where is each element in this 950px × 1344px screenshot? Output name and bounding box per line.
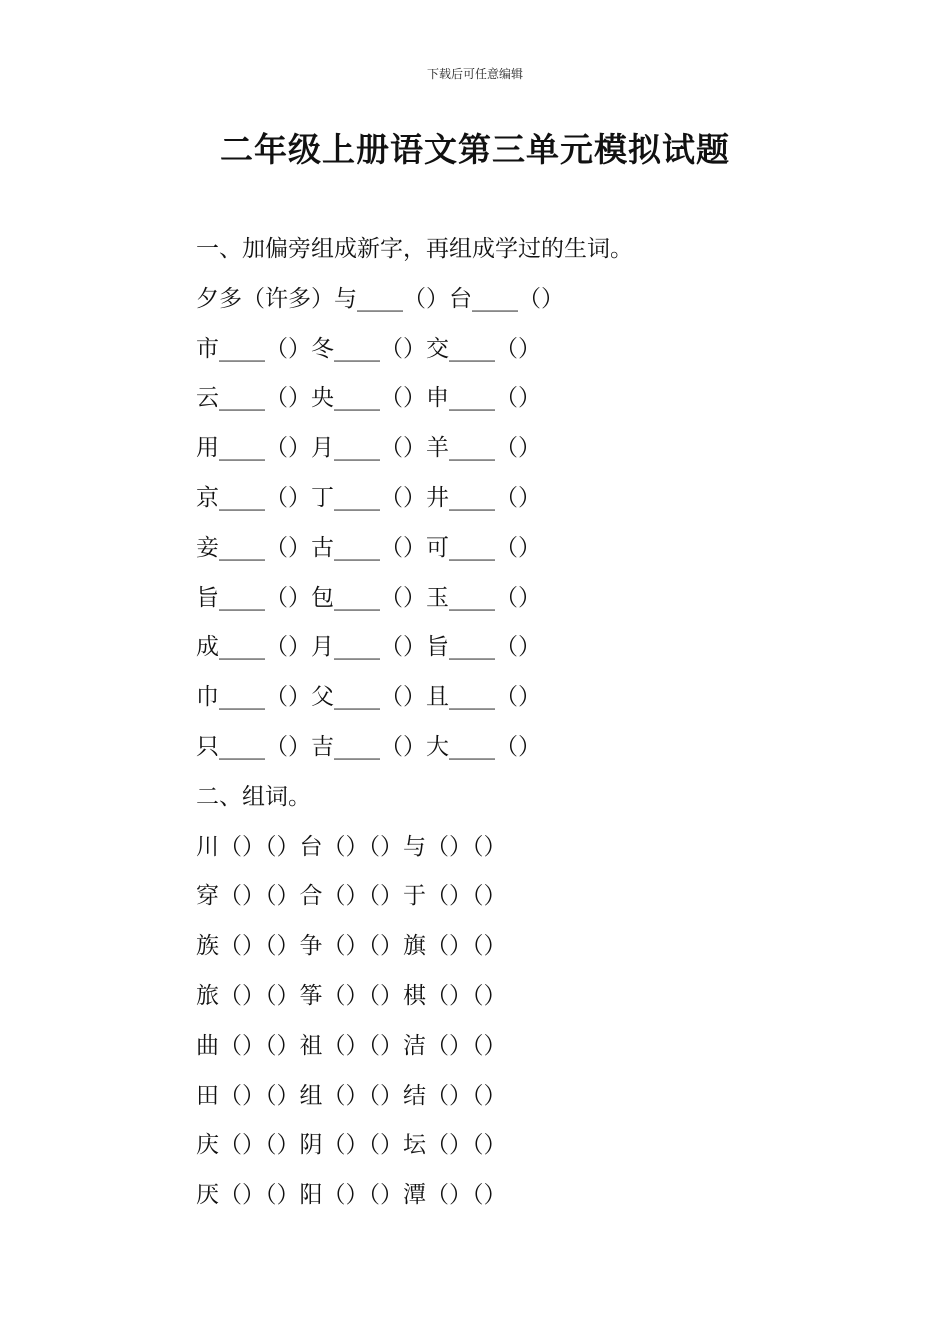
exercise-line: 族（）（）争（）（）旗（）（） — [196, 933, 507, 960]
exercise-line: 田（）（）组（）（）结（）（） — [196, 1082, 507, 1109]
exercise-line: 旨____（）包____（）玉____（） — [196, 584, 541, 611]
page-title: 二年级上册语文第三单元模拟试题 — [220, 130, 730, 169]
header-note: 下载后可任意编辑 — [426, 67, 523, 81]
exercise-line: 市____（）冬____（）交____（） — [196, 335, 541, 362]
exercise-line: 曲（）（）祖（）（）洁（）（） — [196, 1032, 507, 1059]
exercise-line: 云____（）央____（）申____（） — [196, 385, 541, 412]
section-1-heading: 一、加偏旁组成新字，再组成学过的生词。 — [196, 236, 633, 262]
exercise-line: 厌（）（）阳（）（）潭（）（） — [196, 1182, 507, 1209]
exercise-line: 只____（）吉____（）大____（） — [196, 733, 541, 760]
exercise-line: 成____（）月____（）旨____（） — [196, 634, 541, 661]
exercise-line: 用____（）月____（）羊____（） — [196, 435, 541, 462]
exercise-line: 妾____（）古____（）可____（） — [196, 534, 541, 561]
document-body — [196, 228, 816, 1224]
exercise-line: 夕多（许多）与____（）台____（） — [196, 285, 564, 312]
exercise-line: 旅（）（）筝（）（）棋（）（） — [196, 982, 507, 1009]
exercise-line: 川（）（）台（）（）与（）（） — [196, 833, 507, 860]
exercise-line: 穿（）（）合（）（）于（）（） — [196, 883, 507, 910]
exercise-line: 庆（）（）阴（）（）坛（）（） — [196, 1132, 507, 1159]
exercise-line: 巾____（）父____（）且____（） — [196, 684, 541, 711]
exercise-line: 京____（）丁____（）井____（） — [196, 484, 541, 511]
section-2-heading: 二、组词。 — [196, 783, 311, 810]
